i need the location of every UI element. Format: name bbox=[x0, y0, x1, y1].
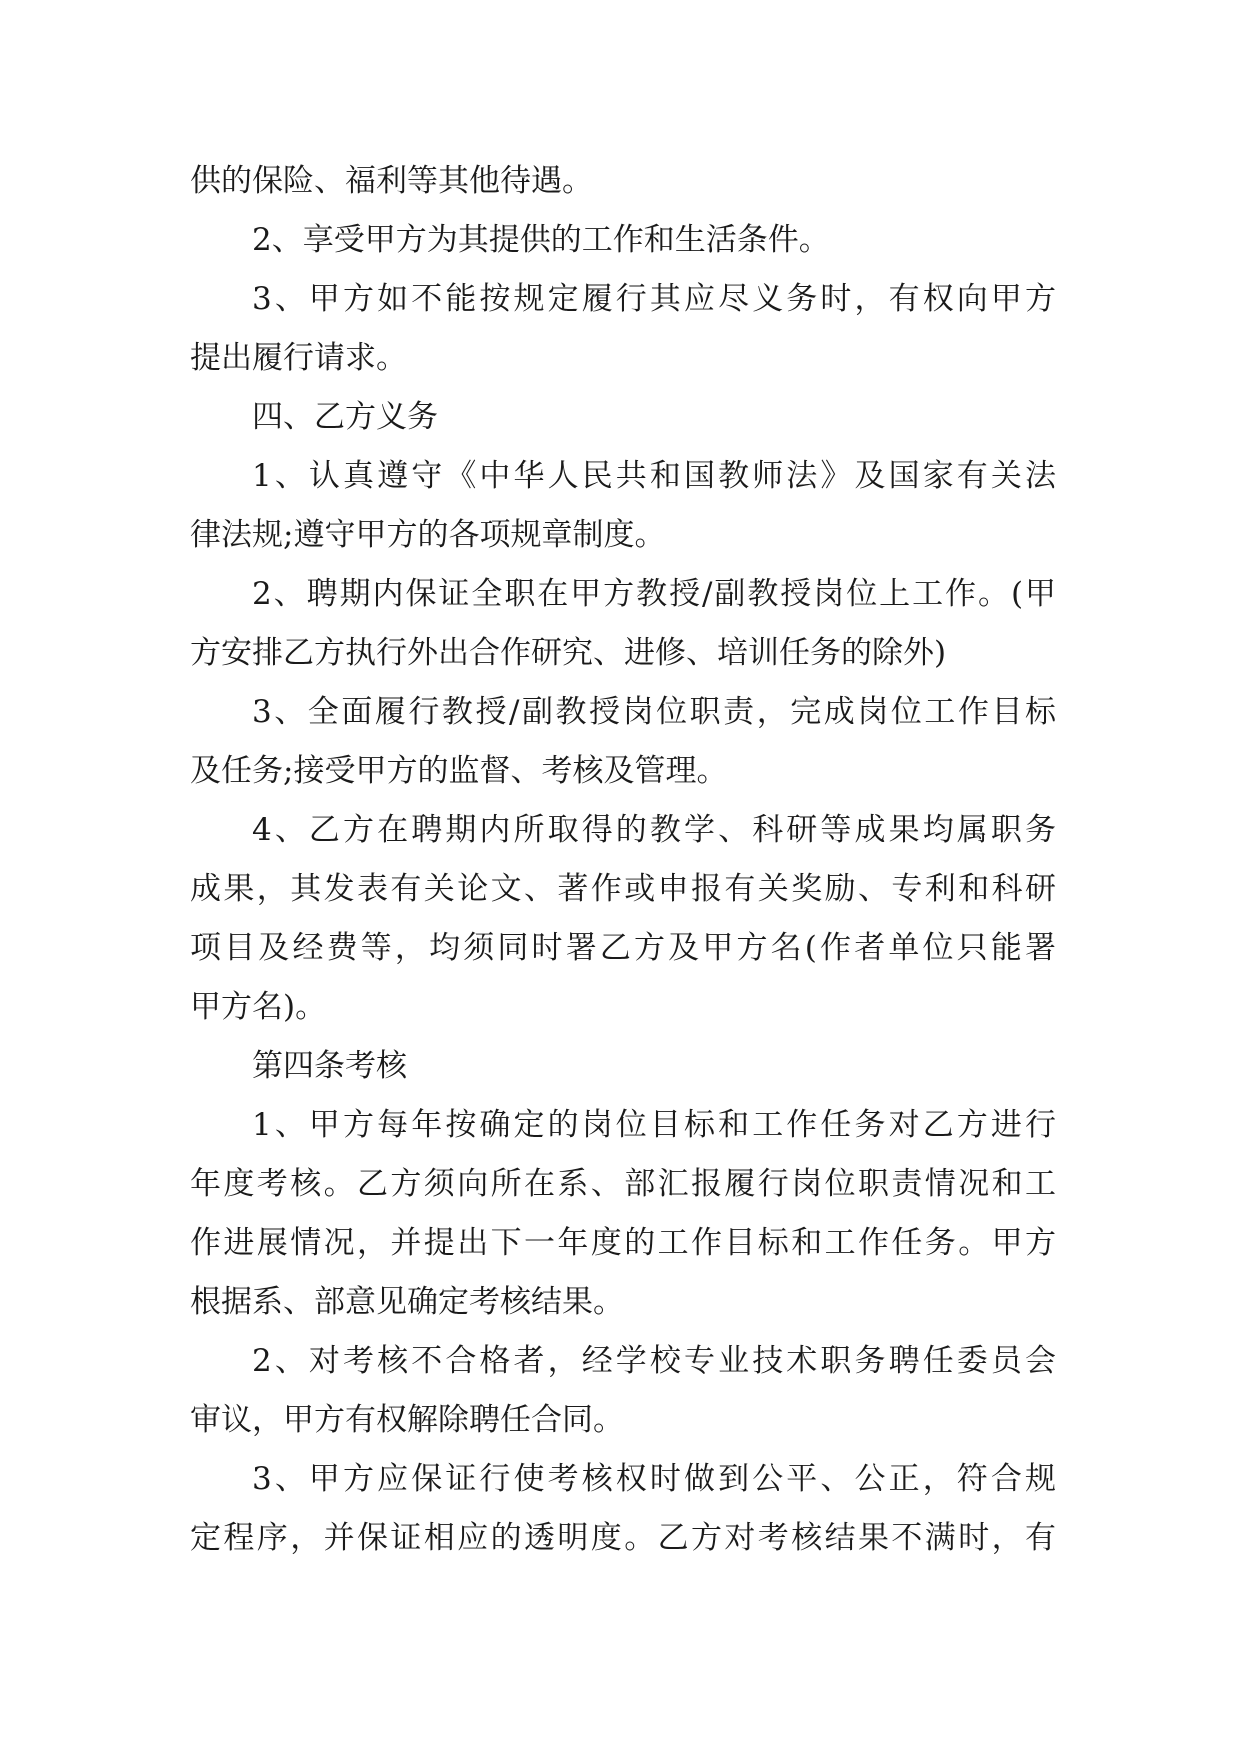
text-line: 审议，甲方有权解除聘任合同。 bbox=[190, 1402, 624, 1438]
text-line: 提出履行请求。 bbox=[190, 340, 407, 376]
text-line: 3、全面履行教授/副教授岗位职责，完成岗位工作目标 bbox=[252, 694, 1056, 730]
text-line: 2、享受甲方为其提供的工作和生活条件。 bbox=[252, 222, 830, 258]
text-line: 及任务;接受甲方的监督、考核及管理。 bbox=[190, 753, 728, 789]
text-line: 甲方名)。 bbox=[190, 989, 327, 1025]
text-line: 方安排乙方执行外出合作研究、进修、培训任务的除外) bbox=[190, 635, 947, 671]
text-line: 成果，其发表有关论文、著作或申报有关奖励、专利和科研 bbox=[190, 871, 1056, 907]
text-line: 1、甲方每年按确定的岗位目标和工作任务对乙方进行 bbox=[252, 1107, 1056, 1143]
text-line: 1、认真遵守《中华人民共和国教师法》及国家有关法 bbox=[252, 458, 1056, 494]
text-line: 3、甲方应保证行使考核权时做到公平、公正，符合规 bbox=[252, 1461, 1056, 1497]
text-line: 第四条考核 bbox=[252, 1048, 407, 1084]
text-line: 项目及经费等，均须同时署乙方及甲方名(作者单位只能署 bbox=[190, 930, 1056, 966]
text-line: 供的保险、福利等其他待遇。 bbox=[190, 163, 593, 199]
text-line: 2、聘期内保证全职在甲方教授/副教授岗位上工作。(甲 bbox=[252, 576, 1056, 612]
text-line: 4、乙方在聘期内所取得的教学、科研等成果均属职务 bbox=[252, 812, 1056, 848]
text-line: 年度考核。乙方须向所在系、部汇报履行岗位职责情况和工 bbox=[190, 1166, 1056, 1202]
document-body bbox=[190, 152, 1056, 1568]
text-line: 律法规;遵守甲方的各项规章制度。 bbox=[190, 517, 666, 553]
text-line: 作进展情况，并提出下一年度的工作目标和工作任务。甲方 bbox=[190, 1225, 1056, 1261]
text-line: 3、甲方如不能按规定履行其应尽义务时，有权向甲方 bbox=[252, 281, 1056, 317]
text-line: 2、对考核不合格者，经学校专业技术职务聘任委员会 bbox=[252, 1343, 1056, 1379]
text-line: 根据系、部意见确定考核结果。 bbox=[190, 1284, 624, 1320]
text-line: 四、乙方义务 bbox=[252, 399, 438, 435]
text-line: 定程序，并保证相应的透明度。乙方对考核结果不满时，有 bbox=[190, 1520, 1056, 1556]
